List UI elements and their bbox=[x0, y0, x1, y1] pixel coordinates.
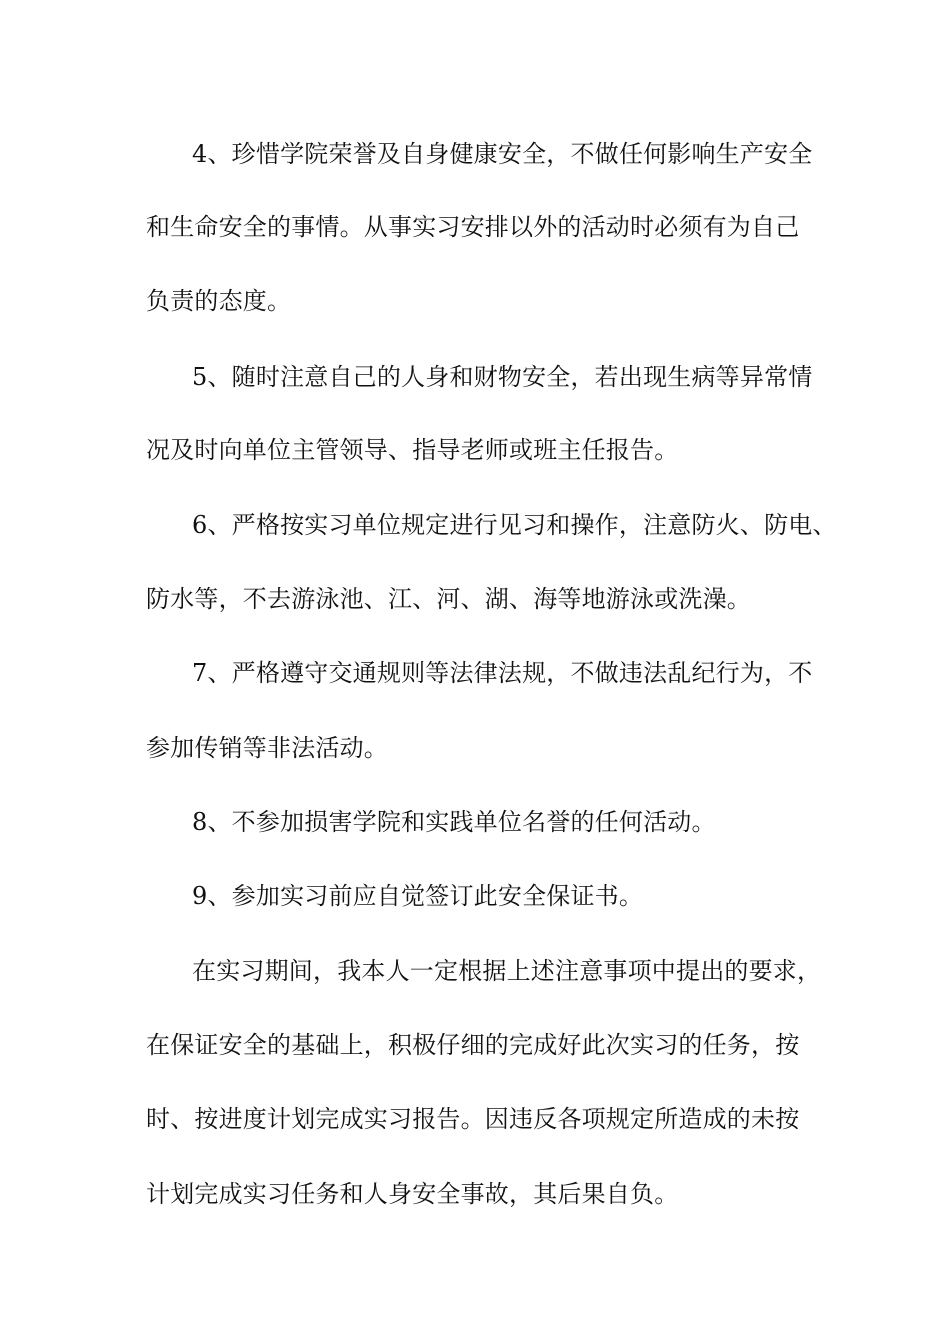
closing-line-2: 在保证安全的基础上，积极仔细的完成好此次实习的任务，按 bbox=[146, 1031, 800, 1059]
item-7-line-2: 参加传销等非法活动。 bbox=[146, 734, 388, 762]
closing-line-4: 计划完成实习任务和人身安全事故，其后果自负。 bbox=[146, 1180, 679, 1208]
item-6-line-1: 6、严格按实习单位规定进行见习和操作，注意防火、防电、 bbox=[192, 511, 837, 539]
item-7-line-1: 7、严格遵守交通规则等法律法规，不做违法乱纪行为，不 bbox=[192, 659, 813, 687]
item-6-line-2: 防水等，不去游泳池、江、河、湖、海等地游泳或洗澡。 bbox=[146, 585, 751, 613]
item-5-line-2: 况及时向单位主管领导、指导老师或班主任报告。 bbox=[146, 436, 679, 464]
item-9-line-1: 9、参加实习前应自觉签订此安全保证书。 bbox=[192, 882, 644, 910]
closing-line-3: 时、按进度计划完成实习报告。因违反各项规定所造成的未按 bbox=[146, 1105, 800, 1133]
closing-line-1: 在实习期间，我本人一定根据上述注意事项中提出的要求， bbox=[192, 957, 822, 985]
item-5-line-1: 5、随时注意自己的人身和财物安全，若出现生病等异常情 bbox=[192, 363, 813, 391]
item-8-line-1: 8、不参加损害学院和实践单位名誉的任何活动。 bbox=[192, 808, 716, 836]
item-4-line-1: 4、珍惜学院荣誉及自身健康安全，不做任何影响生产安全 bbox=[192, 140, 813, 168]
item-4-line-3: 负责的态度。 bbox=[146, 287, 292, 315]
item-4-line-2: 和生命安全的事情。从事实习安排以外的活动时必须有为自己 bbox=[146, 213, 800, 241]
